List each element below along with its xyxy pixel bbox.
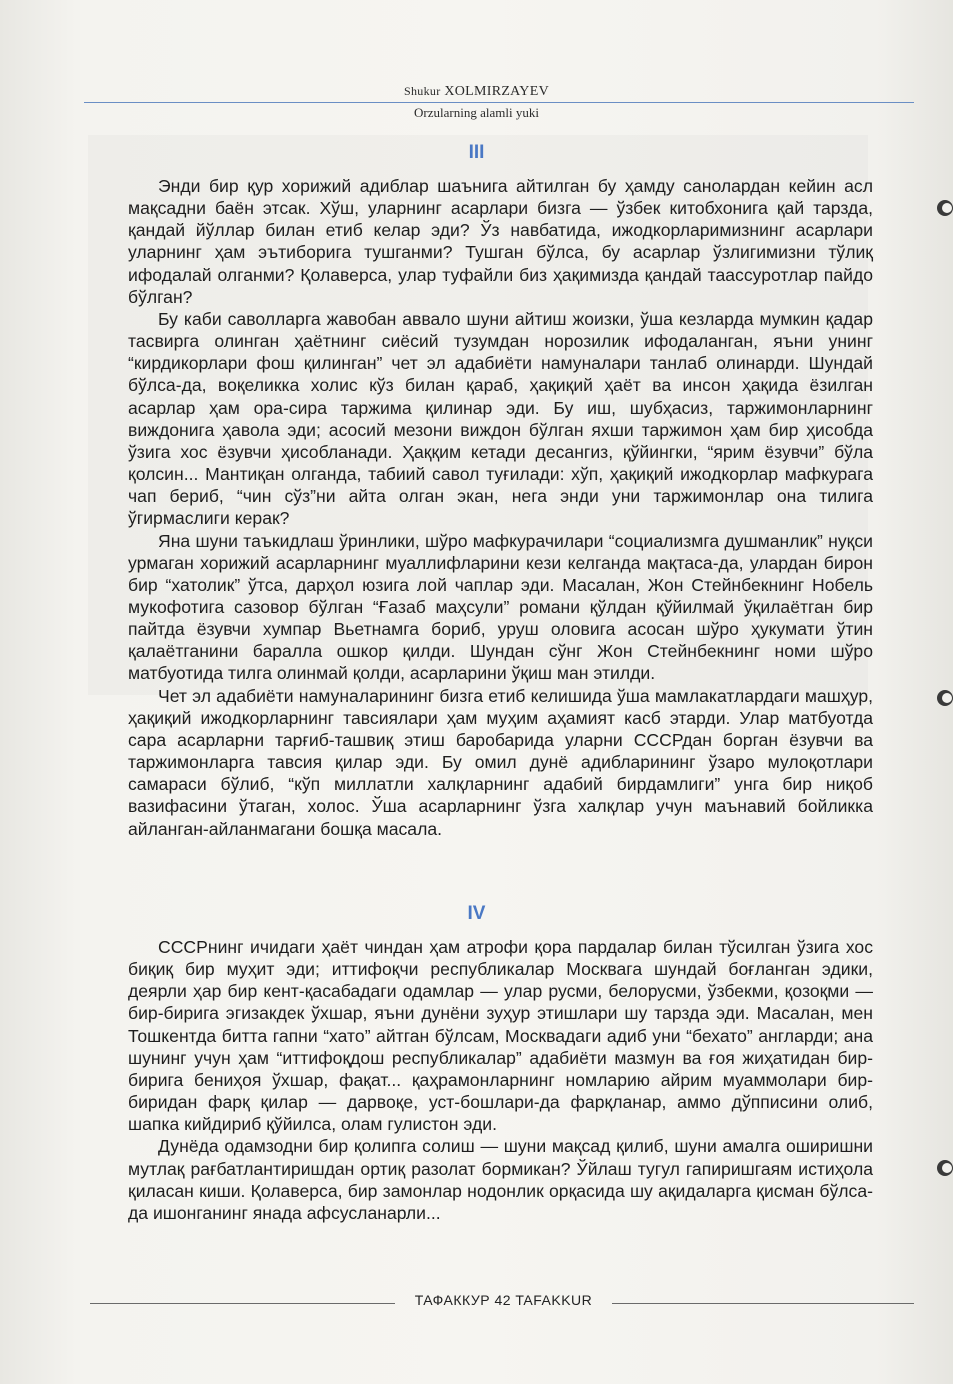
paragraph: СССРнинг ичидаги ҳаёт чиндан ҳам атрофи қора пардалар билан тўсилган ўзига хос биқиқ бир муҳит эди; иттифоқчи республикалар Москвага шундай боғланган эдики, деярли ҳар бир кент-қасабадаги одамлар — улар русми, белорусми, ўзбекми, қозоқми — бир-бирига эгизакдек ўхшар, яъни дунёни зуҳур этишлари шу тарзда эди. Масалан, мен Тошкентда битта гапни “хато” айтган бўлсам, Москвадаги адиб уни “бехато” англарди; ана шунинг учун ҳам “иттифоқдош республикалар” адабиёти мазмун ва ғоя жиҳатидан бир-бирига бениҳоя ўхшар, фақат... қаҳрамонларнинг номларию айрим муаммолари бир-биридан фарқ қилар — дарвоқе, уст-бошлари-да фарқланар, аммо дўпписини олиб, шапка кийдириб қўйилса, олам гулистон эди. bbox=[128, 937, 873, 1135]
paragraph: Бу каби саволларга жавобан аввало шуни айтиш жоизки, ўша кезларда мумкин қадар тасвирга олинган ҳаётнинг сиёсий тузумдан норозилик ифодаланган, яъни унинг “кирдикорлари фош қилинган” чет эл адабиёти намуналари танлаб олинарди. Шундай бўлса-да, воқеликка холис кўз билан қараб, ҳақиқий ҳаёт ва инсон ҳақида ёзилган асарлар ҳам ора-сира таржима қилинар эди. Бу иш, шубҳасиз, таржимонларнинг виждонига ҳавола эди; асосий мезони виждон бўлган яхши таржимон ҳам бир ҳисобда ўзига хос ёзувчи ҳисобланади. Ҳаққим кетади десангиз, қўйингки, “ярим ёзувчи” бўла қолсин... Мантиқан олганда, табиий савол туғилади: хўп, ҳақиқий ижодкорлар мафкурага чап бериб, “чин сўз”ни айта олган экан, нега энди уни таржимонлар она тилига ўгирмаслиги керак? bbox=[128, 308, 873, 529]
page-footer bbox=[0, 1285, 953, 1315]
running-header bbox=[0, 0, 953, 130]
paragraph: Дунёда одамзодни бир қолипга солиш — шуни мақсад қилиб, шуни амалга оширишни мутлақ рағбатлантиришдан ортиқ разолат бормикан? Ўйлаш тугул гапиришгаям истиҳола қиласан киши. Қолаверса, бир замонлар нодонлик орқасида шу ақидаларга қисман бўлса-да ишонганинг янада афсусланарли... bbox=[128, 1136, 873, 1223]
paragraph: Чет эл адабиёти намуналарининг бизга етиб келишида ўша мамлакатлардаги машҳур, ҳақиқий ижодкорларнинг тавсиялари ҳам муҳим аҳамият касб этарди. Улар матбуотда сара асарларни тарғиб-ташвиқ этиш баробарида уларни СССРдан борган ёзувчи ва таржимонларга тавсия қилар эди. Бу омил дунё адибларининг ўзаро мулоқотлари самараси бўлиб, “кўп миллатли халқларнинг адабий бирдамлиги” унга бир ниқоб вазифасини ўтаган, холос. Ўша асарларнинг ўзга халқлар учун маънавий бойликка айланган-айланмагани бошқа масала. bbox=[128, 685, 873, 839]
header-rule bbox=[84, 102, 914, 103]
footer-page-label: ТАФАККУР 42 TAFAKKUR bbox=[414, 1292, 593, 1308]
author-first-name: Shukur bbox=[404, 84, 441, 98]
footer-rule-right bbox=[612, 1303, 914, 1304]
footer-rule-left bbox=[90, 1303, 395, 1304]
paragraph: Яна шуни таъкидлаш ўринлики, шўро мафкурачилари “социализмга душманлик” нуқси урмаган хорижий асарларнинг муаллифларини кези келганда мақтаса-да, улардан бирон бир “хатолик” ўтса, дарҳол юзига лой чаплар эди. Масалан, Жон Стейнбекнинг Нобель мукофотига сазовор бўлган “Ғазаб маҳсули” романи қўлдан қўйилмай ўқилаётган бир пайтда ёзувчи хумпар Вьетнамга бориб, уруш оловига асосан шўро ҳукумати ўтин қалаётганини баралла ошкор қилди. Шундан сўнг Жон Стейнбекнинг номи шўро матбуотида тилга олинмай қолди, асарларини ўқиш ман этилди. bbox=[128, 530, 873, 684]
binder-hole-icon bbox=[937, 200, 953, 216]
section-number-iv: IV bbox=[467, 903, 486, 924]
section-number-iii: III bbox=[468, 142, 485, 163]
author-last-name: XOLMIRZAYEV bbox=[444, 84, 549, 99]
section-iii-body bbox=[128, 175, 873, 840]
section-iv-body bbox=[128, 936, 873, 1224]
binder-hole-icon bbox=[937, 690, 953, 706]
article-subtitle: Orzularning alamli yuki bbox=[414, 105, 539, 120]
paragraph: Энди бир қур хорижий адиблар шаънига айтилган бу ҳамду санолардан кейин асл мақсадни баён этсак. Хўш, уларнинг асарлари бизга — ўзбек китобхонига қай тарзда, қандай йўллар билан етиб келар эди? Ўз навбатида, ижодкорларимизнинг асарлари уларнинг ҳам эътиборига тушганми? Тушган бўлса, бу асарлар ўзлигимизни тўлиқ ифодалай олганми? Қолаверса, улар туфайли биз ҳақимизда қандай таассуротлар пайдо бўлган? bbox=[128, 176, 873, 307]
author-name bbox=[0, 84, 953, 100]
binder-hole-icon bbox=[937, 1160, 953, 1176]
